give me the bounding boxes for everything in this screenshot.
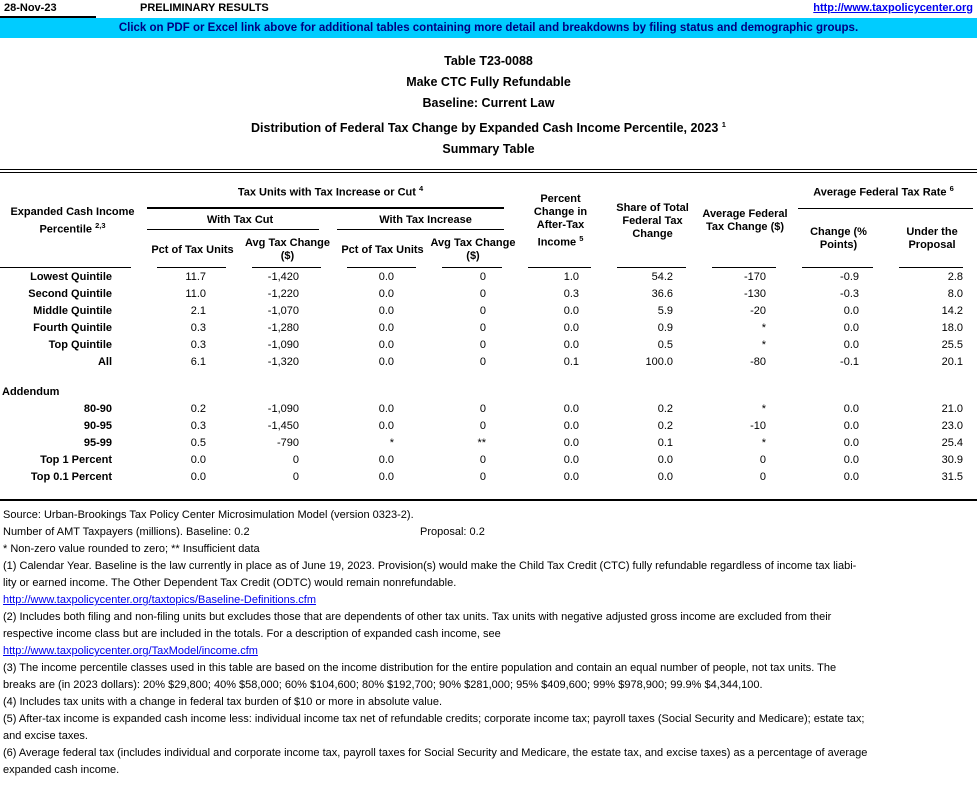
cell-value: 0.0: [378, 322, 394, 335]
cell-value: 0: [759, 471, 767, 484]
cell-value: 23.0: [941, 420, 964, 433]
cell-value: 0: [479, 471, 487, 484]
footnote-line: and excise taxes.: [3, 730, 88, 743]
col-header-cut-avg-tax-change: Avg Tax Change ($): [240, 231, 335, 269]
cell-value: -130: [743, 288, 767, 301]
cell-value: 1.0: [563, 271, 580, 284]
summary-table-wrap: [0, 169, 977, 501]
table-distribution-title: Distribution of Federal Tax Change by Expanded Cash Income Percentile, 2023 $^1$: [251, 120, 726, 136]
cell-value: 25.5: [941, 339, 964, 352]
cell-value: 0.3: [190, 339, 206, 352]
cell-value: 0.0: [843, 322, 860, 335]
col-header-inc-avg-tax-change: Avg Tax Change ($): [430, 231, 516, 269]
col-header-cut-pct-of-tax-units: Pct of Tax Units: [145, 231, 240, 269]
cell-value: 0.0: [843, 403, 860, 416]
cell-value: 0.9: [657, 322, 674, 335]
cell-value: 0.0: [563, 420, 580, 433]
cell-value: 0.0: [843, 305, 860, 318]
cell-value: 8.0: [947, 288, 964, 301]
section-label: Addendum: [2, 386, 60, 399]
cell-value: 18.0: [941, 322, 964, 335]
table-header: [0, 173, 977, 269]
cell-value: 0.0: [843, 454, 860, 467]
cell-value: 0.5: [190, 437, 206, 450]
cell-value: 0.3: [563, 288, 580, 301]
row-label: 95-99: [83, 437, 112, 450]
cell-value: 2.1: [190, 305, 206, 318]
cell-value: 2.8: [947, 271, 964, 284]
cell-value: 0.0: [378, 454, 394, 467]
footnote-line: (2) Includes both filing and non-filing units but excludes those that are dependents of other tax units. Tax units with negative adjusted gross income are excluded from their: [3, 611, 832, 624]
col-header-pct-change-after-tax-income: Percent Change in After-Tax Income $^5$: [516, 173, 605, 269]
cell-value: -1,090: [267, 339, 299, 352]
cell-value: 0.0: [563, 339, 580, 352]
spacer-row: [0, 371, 977, 384]
cell-value: 0: [479, 271, 487, 284]
row-label: Top Quintile: [48, 339, 112, 352]
cell-value: -80: [750, 356, 767, 369]
amt-proposal-value: Proposal: 0.2: [420, 526, 485, 539]
cell-value: 0.0: [378, 305, 394, 318]
cell-value: 31.5: [941, 471, 964, 484]
cell-value: 0.0: [378, 339, 394, 352]
cell-value: 0: [292, 471, 299, 484]
cell-value: -790: [276, 437, 299, 450]
table-row: [0, 435, 977, 452]
cell-value: 0: [479, 322, 487, 335]
cell-value: 20.1: [941, 356, 964, 369]
cell-value: 30.9: [941, 454, 964, 467]
cell-value: 0.2: [657, 403, 674, 416]
table-row: [0, 337, 977, 354]
amt-baseline-value: Number of AMT Taxpayers (millions). Baseline: 0.2: [3, 526, 250, 539]
footnote-link-line: [0, 643, 977, 660]
col-group-with-tax-increase: With Tax Increase: [335, 209, 516, 231]
col-group-with-tax-cut: With Tax Cut: [145, 209, 335, 231]
cell-value: 0.0: [563, 454, 580, 467]
top-bar: [0, 0, 977, 18]
cell-value: 25.4: [941, 437, 964, 450]
col-header-share-of-total-change: Share of Total Federal Tax Change: [605, 173, 700, 269]
cell-value: *: [761, 437, 767, 450]
cell-value: -20: [750, 305, 767, 318]
summary-table: [0, 173, 977, 501]
info-banner: [0, 18, 977, 38]
cell-value: 0.3: [190, 420, 206, 433]
cell-value: -10: [750, 420, 767, 433]
cell-value: 36.6: [651, 288, 674, 301]
col-header-rate-under-proposal: Under the Proposal: [887, 209, 977, 269]
cell-value: 11.0: [185, 288, 206, 301]
cell-value: 11.7: [185, 271, 206, 284]
row-label: Second Quintile: [28, 288, 112, 301]
footnotes: [0, 501, 977, 779]
col-header-expanded-cash-income: Expanded Cash Income Percentile $^{2,3}$: [0, 173, 145, 269]
cell-value: -170: [743, 271, 767, 284]
table-body: [0, 269, 977, 500]
cell-value: 0.0: [563, 305, 580, 318]
footnote-line: (4) Includes tax units with a change in federal tax burden of $10 or more in absolute value.: [3, 696, 443, 709]
preliminary-results-label: PRELIMINARY RESULTS: [140, 2, 269, 14]
cell-value: 0.1: [563, 356, 580, 369]
cell-value: 0.0: [190, 454, 206, 467]
row-label: Top 1 Percent: [40, 454, 112, 467]
cell-value: 0.0: [378, 471, 394, 484]
table-number: Table T23-0088: [444, 54, 533, 68]
cell-value: 54.2: [651, 271, 674, 284]
footnote-line: lity or earned income. The Other Dependent Tax Credit (ODTC) would remain nonrefundable.: [3, 577, 457, 590]
table-row: [0, 286, 977, 303]
table-row: [0, 354, 977, 371]
col-header-inc-pct-of-tax-units: Pct of Tax Units: [335, 231, 430, 269]
cell-value: 0.3: [190, 322, 206, 335]
cell-value: -0.9: [840, 271, 860, 284]
cell-value: 21.0: [941, 403, 964, 416]
row-label: All: [97, 356, 112, 369]
cell-value: -1,070: [267, 305, 299, 318]
row-label: 90-95: [83, 420, 112, 433]
cell-value: 6.1: [190, 356, 206, 369]
cell-value: 0.0: [378, 288, 394, 301]
table-row: [0, 269, 977, 286]
table-row: [0, 401, 977, 418]
cell-value: 0: [479, 305, 487, 318]
cell-value: -1,280: [267, 322, 299, 335]
cell-value: 5.9: [657, 305, 674, 318]
spacer-cell: [0, 486, 977, 500]
cell-value: 0.1: [657, 437, 674, 450]
row-label: Lowest Quintile: [30, 271, 112, 284]
footnote-line: * Non-zero value rounded to zero; ** Insufficient data: [3, 543, 260, 556]
cell-value: 0.0: [563, 403, 580, 416]
footnote-line: (6) Average federal tax (includes individual and corporate income tax, payroll taxes for Social Security and Medicare, the estate tax, and excise taxes) as a percentage of average: [3, 747, 868, 760]
cell-value: -1,420: [267, 271, 299, 284]
cell-value: *: [761, 322, 767, 335]
cell-value: 0.0: [563, 437, 580, 450]
footnote-line: respective income class but are included in the totals. For a description of expanded cash income, see: [3, 628, 501, 641]
title-block: [0, 38, 977, 160]
col-group-average-federal-tax-rate: Average Federal Tax Rate $^6$: [790, 173, 977, 209]
taxpolicycenter-link[interactable]: http://www.taxpolicycenter.org: [813, 2, 973, 14]
cell-value: *: [761, 403, 767, 416]
cell-value: 0.0: [657, 471, 674, 484]
cell-value: 0: [479, 288, 487, 301]
spacer-cell: [0, 371, 977, 384]
cell-value: 0.0: [657, 454, 674, 467]
section-row: [0, 384, 977, 401]
cell-value: 0.0: [378, 420, 394, 433]
cell-value: -0.3: [840, 288, 860, 301]
cell-value: *: [761, 339, 767, 352]
cell-value: **: [477, 437, 487, 450]
cell-value: -1,450: [267, 420, 299, 433]
table-row: [0, 303, 977, 320]
col-group-tax-units-increase-or-cut: Tax Units with Tax Increase or Cut $^4$: [145, 173, 516, 209]
table-baseline-title: Baseline: Current Law: [422, 96, 555, 110]
cell-value: 0.0: [378, 271, 394, 284]
cell-value: 0.2: [657, 420, 674, 433]
cell-value: 0: [479, 403, 487, 416]
cell-value: 0.0: [843, 420, 860, 433]
table-proposal-title: Make CTC Fully Refundable: [406, 75, 571, 89]
table-row: [0, 452, 977, 469]
footnote-link-line: [0, 592, 977, 609]
row-label: 80-90: [83, 403, 112, 416]
cell-value: -1,320: [267, 356, 299, 369]
cell-value: 0.0: [563, 322, 580, 335]
cell-value: 0.0: [843, 471, 860, 484]
row-label: Fourth Quintile: [33, 322, 112, 335]
row-label: Middle Quintile: [33, 305, 112, 318]
cell-value: 100.0: [645, 356, 674, 369]
cell-value: 0: [479, 420, 487, 433]
banner-text: Click on PDF or Excel link above for additional tables containing more detail and breakdowns by filing status and demographic groups.: [118, 22, 859, 34]
cell-value: -0.1: [840, 356, 860, 369]
cell-value: 0.2: [190, 403, 206, 416]
footnote-line: (1) Calendar Year. Baseline is the law currently in place as of June 19, 2023. Provision(s) would make the Child Tax Credit (CTC) fully refundable regardless of income tax liabi-: [3, 560, 857, 573]
report-date: 28-Nov-23: [4, 2, 57, 14]
amt-taxpayers-line: [0, 524, 977, 541]
cell-value: 0: [479, 356, 487, 369]
table-row: [0, 469, 977, 486]
row-label: Top 0.1 Percent: [30, 471, 112, 484]
table-row: [0, 418, 977, 435]
cell-value: -1,090: [267, 403, 299, 416]
footnote-line: expanded cash income.: [3, 764, 120, 777]
cell-value: 0: [759, 454, 767, 467]
cell-value: 0.5: [657, 339, 674, 352]
cell-value: 0.0: [563, 471, 580, 484]
cell-value: 0.0: [843, 437, 860, 450]
footnote-line: (5) After-tax income is expanded cash income less: individual income tax net of refundable credits; corporate income tax; payroll taxes (Social Security and Medicare); estate tax;: [3, 713, 865, 726]
footnote-line: Source: Urban-Brookings Tax Policy Center Microsimulation Model (version 0323-2).: [3, 509, 414, 522]
footnote-line: (3) The income percentile classes used in this table are based on the income distribution for the entire population and contain an equal number of people, not tax units. The: [3, 662, 837, 675]
cell-value: 0.0: [378, 356, 394, 369]
footnote-link[interactable]: http://www.taxpolicycenter.org/taxtopics/Baseline-Definitions.cfm: [3, 594, 317, 607]
spacer-row: [0, 486, 977, 500]
footnote-link[interactable]: http://www.taxpolicycenter.org/TaxModel/income.cfm: [3, 645, 258, 658]
cell-value: 0.0: [190, 471, 206, 484]
col-header-average-federal-tax-change: Average Federal Tax Change ($): [700, 173, 790, 269]
cell-value: 0: [479, 339, 487, 352]
cell-value: 0: [479, 454, 487, 467]
date-underline: [0, 16, 96, 18]
cell-value: *: [389, 437, 394, 450]
col-header-rate-change-points: Change (% Points): [790, 209, 887, 269]
cell-value: 14.2: [941, 305, 964, 318]
cell-value: 0.0: [843, 339, 860, 352]
cell-value: 0.0: [378, 403, 394, 416]
table-row: [0, 320, 977, 337]
cell-value: 0: [292, 454, 299, 467]
cell-value: -1,220: [267, 288, 299, 301]
table-subtitle: Summary Table: [442, 142, 535, 157]
footnote-line: breaks are (in 2023 dollars): 20% $29,800; 40% $58,000; 60% $104,600; 80% $192,700; 90% $281,000; 95% $409,600; 99% $978,900; 99.9% $4,344,100.: [3, 679, 763, 692]
